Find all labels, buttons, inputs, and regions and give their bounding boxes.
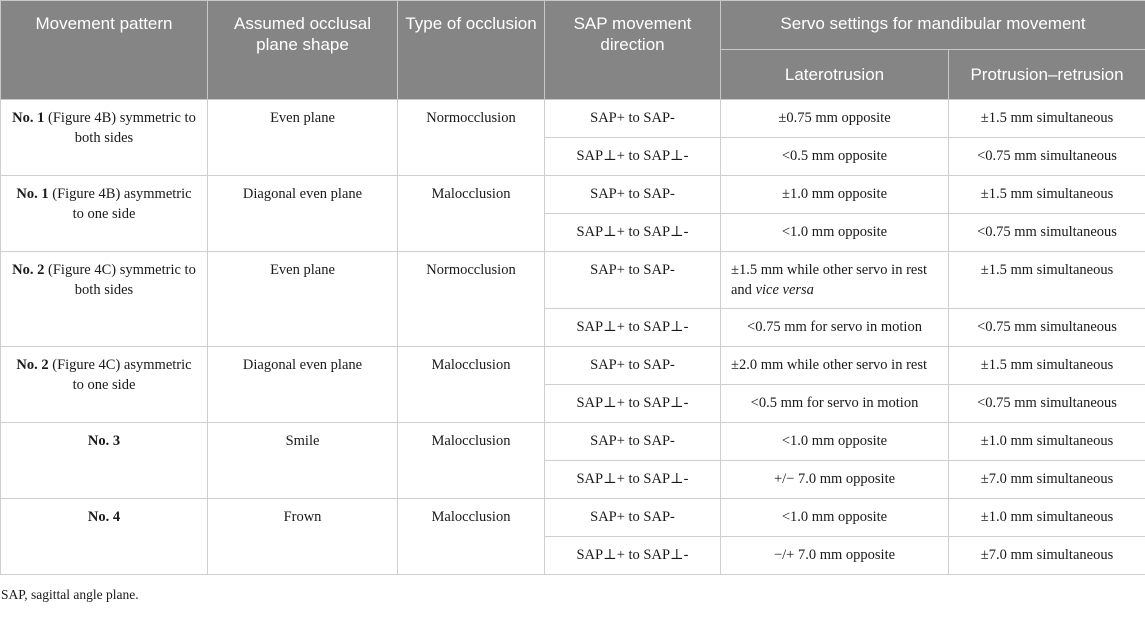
laterotrusion-cell: <1.0 mm opposite: [721, 499, 949, 537]
laterotrusion-italic: vice versa: [755, 282, 814, 298]
occlusion-cell: Normocclusion: [398, 252, 545, 347]
occlusion-cell: Malocclusion: [398, 176, 545, 252]
plane-shape-cell: Diagonal even plane: [208, 176, 398, 252]
plane-shape-cell: Frown: [208, 499, 398, 575]
plane-shape-cell: Smile: [208, 423, 398, 499]
occlusion-cell: Normocclusion: [398, 100, 545, 176]
protrusion-cell: ±1.5 mm simultaneous: [949, 176, 1145, 214]
table-row: [1, 100, 1145, 138]
direction-cell: SAP⊥+ to SAP⊥-: [545, 214, 721, 252]
header-occlusal-plane-shape: Assumed occlusal plane shape: [208, 1, 398, 100]
direction-cell: SAP+ to SAP-: [545, 100, 721, 138]
header-protrusion-retrusion: Protrusion–retrusion: [949, 50, 1145, 100]
laterotrusion-cell: <1.0 mm opposite: [721, 423, 949, 461]
protrusion-cell: ±1.0 mm simultaneous: [949, 499, 1145, 537]
pattern-description: (Figure 4C) asymmetric to one side: [48, 357, 192, 393]
pattern-number: No. 1: [16, 186, 49, 202]
pattern-number: No. 3: [87, 433, 121, 449]
movement-pattern-cell: [1, 100, 208, 176]
pattern-description: (Figure 4B) symmetric to both sides: [44, 110, 196, 146]
movement-pattern-cell: [1, 347, 208, 423]
laterotrusion-cell: +/− 7.0 mm opposite: [721, 461, 949, 499]
direction-cell: SAP⊥+ to SAP⊥-: [545, 537, 721, 575]
protrusion-cell: ±1.5 mm simultaneous: [949, 347, 1145, 385]
protrusion-cell: ±7.0 mm simultaneous: [949, 461, 1145, 499]
movement-pattern-cell: [1, 423, 208, 499]
protrusion-cell: <0.75 mm simultaneous: [949, 309, 1145, 347]
laterotrusion-cell: <1.0 mm opposite: [721, 214, 949, 252]
pattern-description: (Figure 4B) asymmetric to one side: [48, 186, 192, 222]
laterotrusion-text: ±1.5 mm while other servo in rest and: [731, 262, 928, 298]
direction-cell: SAP⊥+ to SAP⊥-: [545, 385, 721, 423]
header-laterotrusion: Laterotrusion: [721, 50, 949, 100]
direction-cell: SAP+ to SAP-: [545, 252, 721, 309]
protrusion-cell: <0.75 mm simultaneous: [949, 385, 1145, 423]
plane-shape-cell: Diagonal even plane: [208, 347, 398, 423]
direction-cell: SAP⊥+ to SAP⊥-: [545, 461, 721, 499]
table-header: [1, 1, 1145, 100]
table-row: [1, 176, 1145, 214]
occlusion-cell: Malocclusion: [398, 347, 545, 423]
protrusion-cell: ±1.5 mm simultaneous: [949, 252, 1145, 309]
movement-pattern-cell: [1, 252, 208, 347]
laterotrusion-cell: <0.5 mm opposite: [721, 138, 949, 176]
protrusion-cell: ±1.5 mm simultaneous: [949, 100, 1145, 138]
header-type-of-occlusion: Type of occlusion: [398, 1, 545, 100]
header-sap-movement-direction: SAP movement direction: [545, 1, 721, 100]
laterotrusion-cell: ±0.75 mm opposite: [721, 100, 949, 138]
pattern-description: (Figure 4C) symmetric to both sides: [44, 262, 196, 298]
direction-cell: SAP+ to SAP-: [545, 499, 721, 537]
laterotrusion-cell: [721, 252, 949, 309]
laterotrusion-cell: −/+ 7.0 mm opposite: [721, 537, 949, 575]
table-footnote: SAP, sagittal angle plane.: [1, 587, 139, 602]
pattern-number: No. 1: [12, 110, 45, 126]
pattern-number: No. 4: [87, 509, 121, 525]
protrusion-cell: <0.75 mm simultaneous: [949, 214, 1145, 252]
direction-cell: SAP⊥+ to SAP⊥-: [545, 138, 721, 176]
movement-pattern-cell: [1, 499, 208, 575]
direction-cell: SAP+ to SAP-: [545, 347, 721, 385]
direction-cell: SAP+ to SAP-: [545, 176, 721, 214]
laterotrusion-cell: <0.75 mm for servo in motion: [721, 309, 949, 347]
laterotrusion-cell: ±2.0 mm while other servo in rest: [721, 347, 949, 385]
pattern-number: No. 2: [12, 262, 45, 278]
table-row: [1, 252, 1145, 309]
direction-cell: SAP+ to SAP-: [545, 423, 721, 461]
table-body: [1, 100, 1145, 575]
header-movement-pattern: Movement pattern: [1, 1, 208, 100]
movement-pattern-cell: [1, 176, 208, 252]
protrusion-cell: ±7.0 mm simultaneous: [949, 537, 1145, 575]
direction-cell: SAP⊥+ to SAP⊥-: [545, 309, 721, 347]
table-row: [1, 347, 1145, 385]
protrusion-cell: ±1.0 mm simultaneous: [949, 423, 1145, 461]
table-row: [1, 499, 1145, 537]
protrusion-cell: <0.75 mm simultaneous: [949, 138, 1145, 176]
plane-shape-cell: Even plane: [208, 252, 398, 347]
laterotrusion-cell: ±1.0 mm opposite: [721, 176, 949, 214]
occlusion-cell: Malocclusion: [398, 423, 545, 499]
table-row: [1, 423, 1145, 461]
plane-shape-cell: Even plane: [208, 100, 398, 176]
pattern-number: No. 2: [16, 357, 49, 373]
header-servo-settings: Servo settings for mandibular movement: [721, 1, 1145, 50]
laterotrusion-cell: <0.5 mm for servo in motion: [721, 385, 949, 423]
occlusion-cell: Malocclusion: [398, 499, 545, 575]
